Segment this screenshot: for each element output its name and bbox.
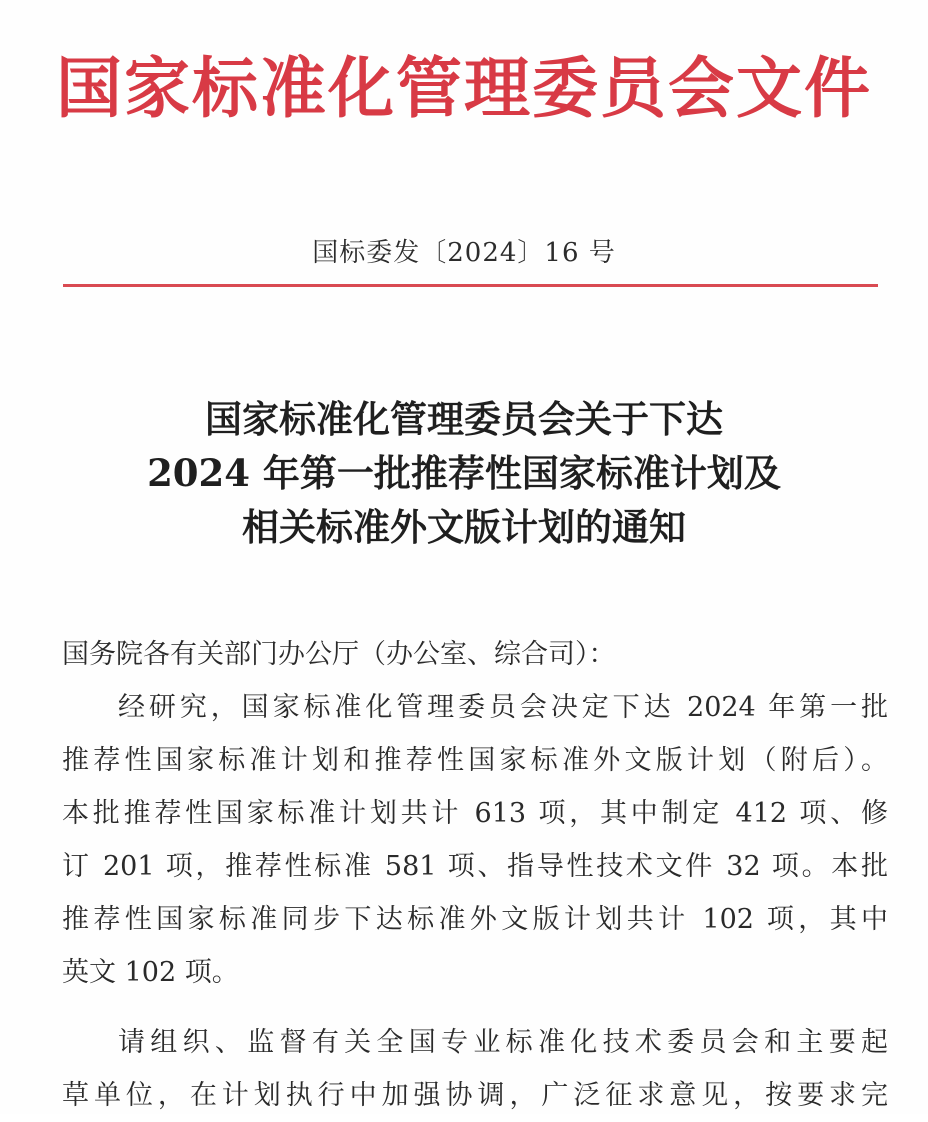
notice-body: [62, 628, 888, 1122]
salutation: 国务院各有关部门办公厅（办公室、综合司）：: [62, 639, 616, 670]
notice-title-line: 国家标准化管理委员会关于下达: [205, 397, 723, 441]
body-line: 推荐性国家标准计划和推荐性国家标准外文版计划（附后）。: [62, 745, 888, 776]
notice-title-line: 相关标准外文版计划的通知: [242, 505, 686, 549]
body-line: 英文 102 项。: [62, 957, 239, 988]
body-line: 订 201 项，推荐性标准 581 项、指导性技术文件 32 项。本批: [62, 851, 888, 882]
paragraph-2: [62, 1016, 888, 1122]
notice-title: [0, 392, 928, 554]
document-number: 国标委发〔2024〕16 号: [312, 238, 616, 268]
red-divider-line: [63, 284, 878, 287]
document-masthead: 国家标准化管理委员会文件: [56, 50, 872, 127]
body-line: 本批推荐性国家标准计划共计 613 项，其中制定 412 项、修: [62, 798, 888, 829]
paragraph-1: [62, 681, 888, 999]
body-line: 经研究，国家标准化管理委员会决定下达 2024 年第一批: [118, 692, 888, 723]
notice-title-line: 2024 年第一批推荐性国家标准计划及: [147, 451, 781, 495]
body-line: 推荐性国家标准同步下达标准外文版计划共计 102 项，其中: [62, 904, 888, 935]
body-line: 请组织、监督有关全国专业标准化技术委员会和主要起: [118, 1027, 888, 1058]
body-line: 草单位，在计划执行中加强协调，广泛征求意见，按要求完: [62, 1080, 888, 1111]
